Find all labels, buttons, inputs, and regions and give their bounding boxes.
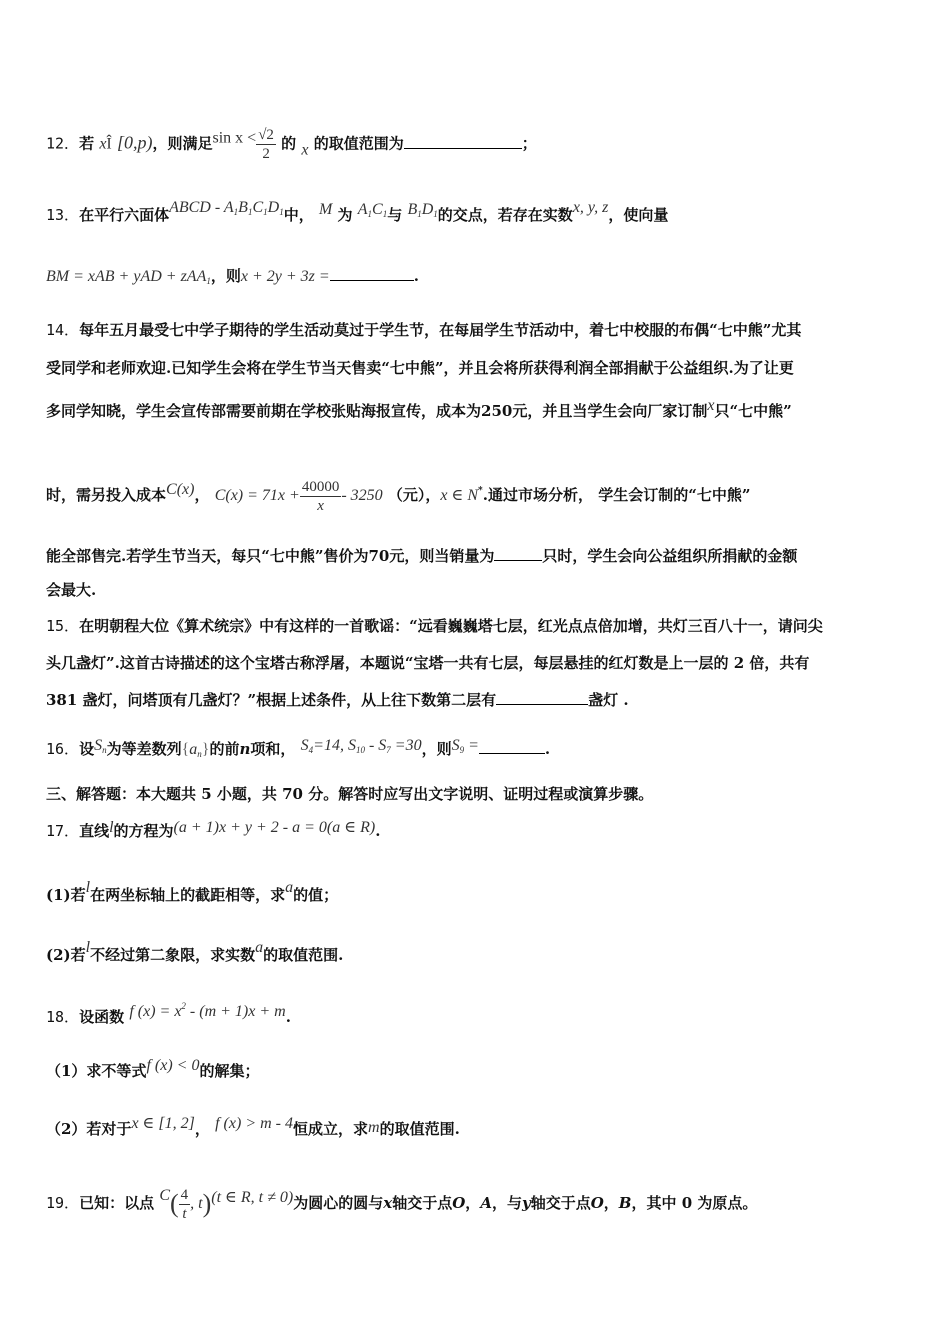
question-17: 17．直线l的方程为(a + 1)x + y + 2 - a = 0(a ∈ R). <box>46 819 381 840</box>
question-number: 12． <box>46 134 80 153</box>
question-number: 19． <box>46 1194 80 1212</box>
question-number: 16． <box>46 740 80 758</box>
answer-blank <box>404 134 522 149</box>
question-number: 14． <box>46 321 80 339</box>
question-19: 19．已知：以点 C( $\frac{4}{t}$ , t)(t ∈ R, t ≠ 0)为圆心的圆与x轴交于点O，A，与y轴交于点O，B，其中 0 为原点。 <box>46 1186 758 1222</box>
question-13-line-2: BM = xAB + yAD + zAA$_1$，则x + 2y + 3z = . <box>46 267 419 286</box>
exam-page: 12．若 xÎ [0,p)，则满足sin x < $\frac{√2}{2}$ 的 x 的取值范围为 ； 13．在平行六面体ABCD - $A_1B_1C_1D_1$中， M 为 $A_1C_1$与 $B_1D_1$的交点，若存在实数x, y, z，使向量 BM = xAB + yAD + zAA$_1$，则x + 2y + 3z = . 14．每年五月最受七中学子期待的学生活动莫过于学生节，在每届学生节活动中，着七中校服的布偶“七中熊”尤其 受同学和老师欢迎.已知学生会将在学生节当天售卖“七中熊”，并且会将所获得利润全部捐献于公益组织.为了让更 多同学知晓，学生会宣传部需要前期在学校张贴海报宣传，成本为250元，并且当学生会向厂家订制x只“七中熊” 时，需另投入成本C(x)， C(x) = 71x + $\frac{40000}{x}$ - 3250 （元），x ∈ N*.通过市场分析， 学生会订制的“七中熊” 能全部售完.若学生节当天，每只“七中熊”售价为70元，则当销量为 只时，学生会向公益组织所捐献的金额 会最大. 15．在明朝程大位《算术统宗》中有这样的一首歌谣：“远看巍巍塔七层，红光点点倍加增，共灯三百八十一，请问尖 头几盏灯”.这首古诗描述的这个宝塔古称浮屠，本题说“宝塔一共有七层，每层悬挂的红灯数是上一层的 2 倍，共有 381 盏灯，问塔顶有几盏灯？”根据上述条件，从上往下数第二层有 盏灯 . 16．设$S_n$为等差数列$\{a_n\}$的前n项和， $S_4=14$, $S_{10} - S_7 =30$，则$S_9$ = . 三、解答题：本大题共 5 小题，共 70 分。解答时应写出文字说明、证明过程或演算步骤。 17．直线l的方程为(a + 1)x + y + 2 - a = 0(a ∈ R). (1)若l在两坐标轴上的截距相等，求a的值； (2)若l不经过第二象限，求实数a的取值范围. 18．设函数 f $(x) = x^2 - (m + 1)x + m$. （1）求不等式f (x) < 0的解集； （2）若对于x ∈ [1, 2]， f (x) > m - 4恒成立，求m的取值范围. 19．已知：以点 C( $\frac{4}{t}$ , t)(t ∈ R, t ≠ 0)为圆心的圆与x轴交于点O，A，与y轴交于点O，B，其中 0 为原点。 <box>0 0 950 1344</box>
question-15: 15．在明朝程大位《算术统宗》中有这样的一首歌谣：“远看巍巍塔七层，红光点点倍加增，共灯三百八十一，请问尖 <box>46 617 823 635</box>
question-number: 13． <box>46 206 80 224</box>
question-number: 17． <box>46 822 80 840</box>
question-number: 18． <box>46 1008 80 1026</box>
question-14: 14．每年五月最受七中学子期待的学生活动莫过于学生节，在每届学生节活动中，着七中校服的布偶“七中熊”尤其 <box>46 321 802 339</box>
question-16: 16．设$S_n$为等差数列$\{a_n\}$的前n项和， $S_4=14$, $S_{10} - S_7 =30$，则$S_9$ = . <box>46 737 551 759</box>
question-18: 18．设函数 f $(x) = x^2 - (m + 1)x + m$. <box>46 1001 291 1026</box>
question-12: 12．若 xÎ [0,p)，则满足sin x < $\frac{√2}{2}$ 的 x 的取值范围为 ； <box>46 127 537 162</box>
answer-blank <box>496 690 588 705</box>
answer-blank <box>494 546 542 561</box>
section-heading: 三、解答题：本大题共 5 小题，共 70 分。解答时应写出文字说明、证明过程或演算步骤。 <box>46 785 654 803</box>
question-13: 13．在平行六面体ABCD - $A_1B_1C_1D_1$中， M 为 $A_1C_1$与 $B_1D_1$的交点，若存在实数x, y, z，使向量 <box>46 199 669 224</box>
question-number: 15． <box>46 617 80 635</box>
answer-blank <box>479 739 545 754</box>
answer-blank <box>330 266 414 281</box>
